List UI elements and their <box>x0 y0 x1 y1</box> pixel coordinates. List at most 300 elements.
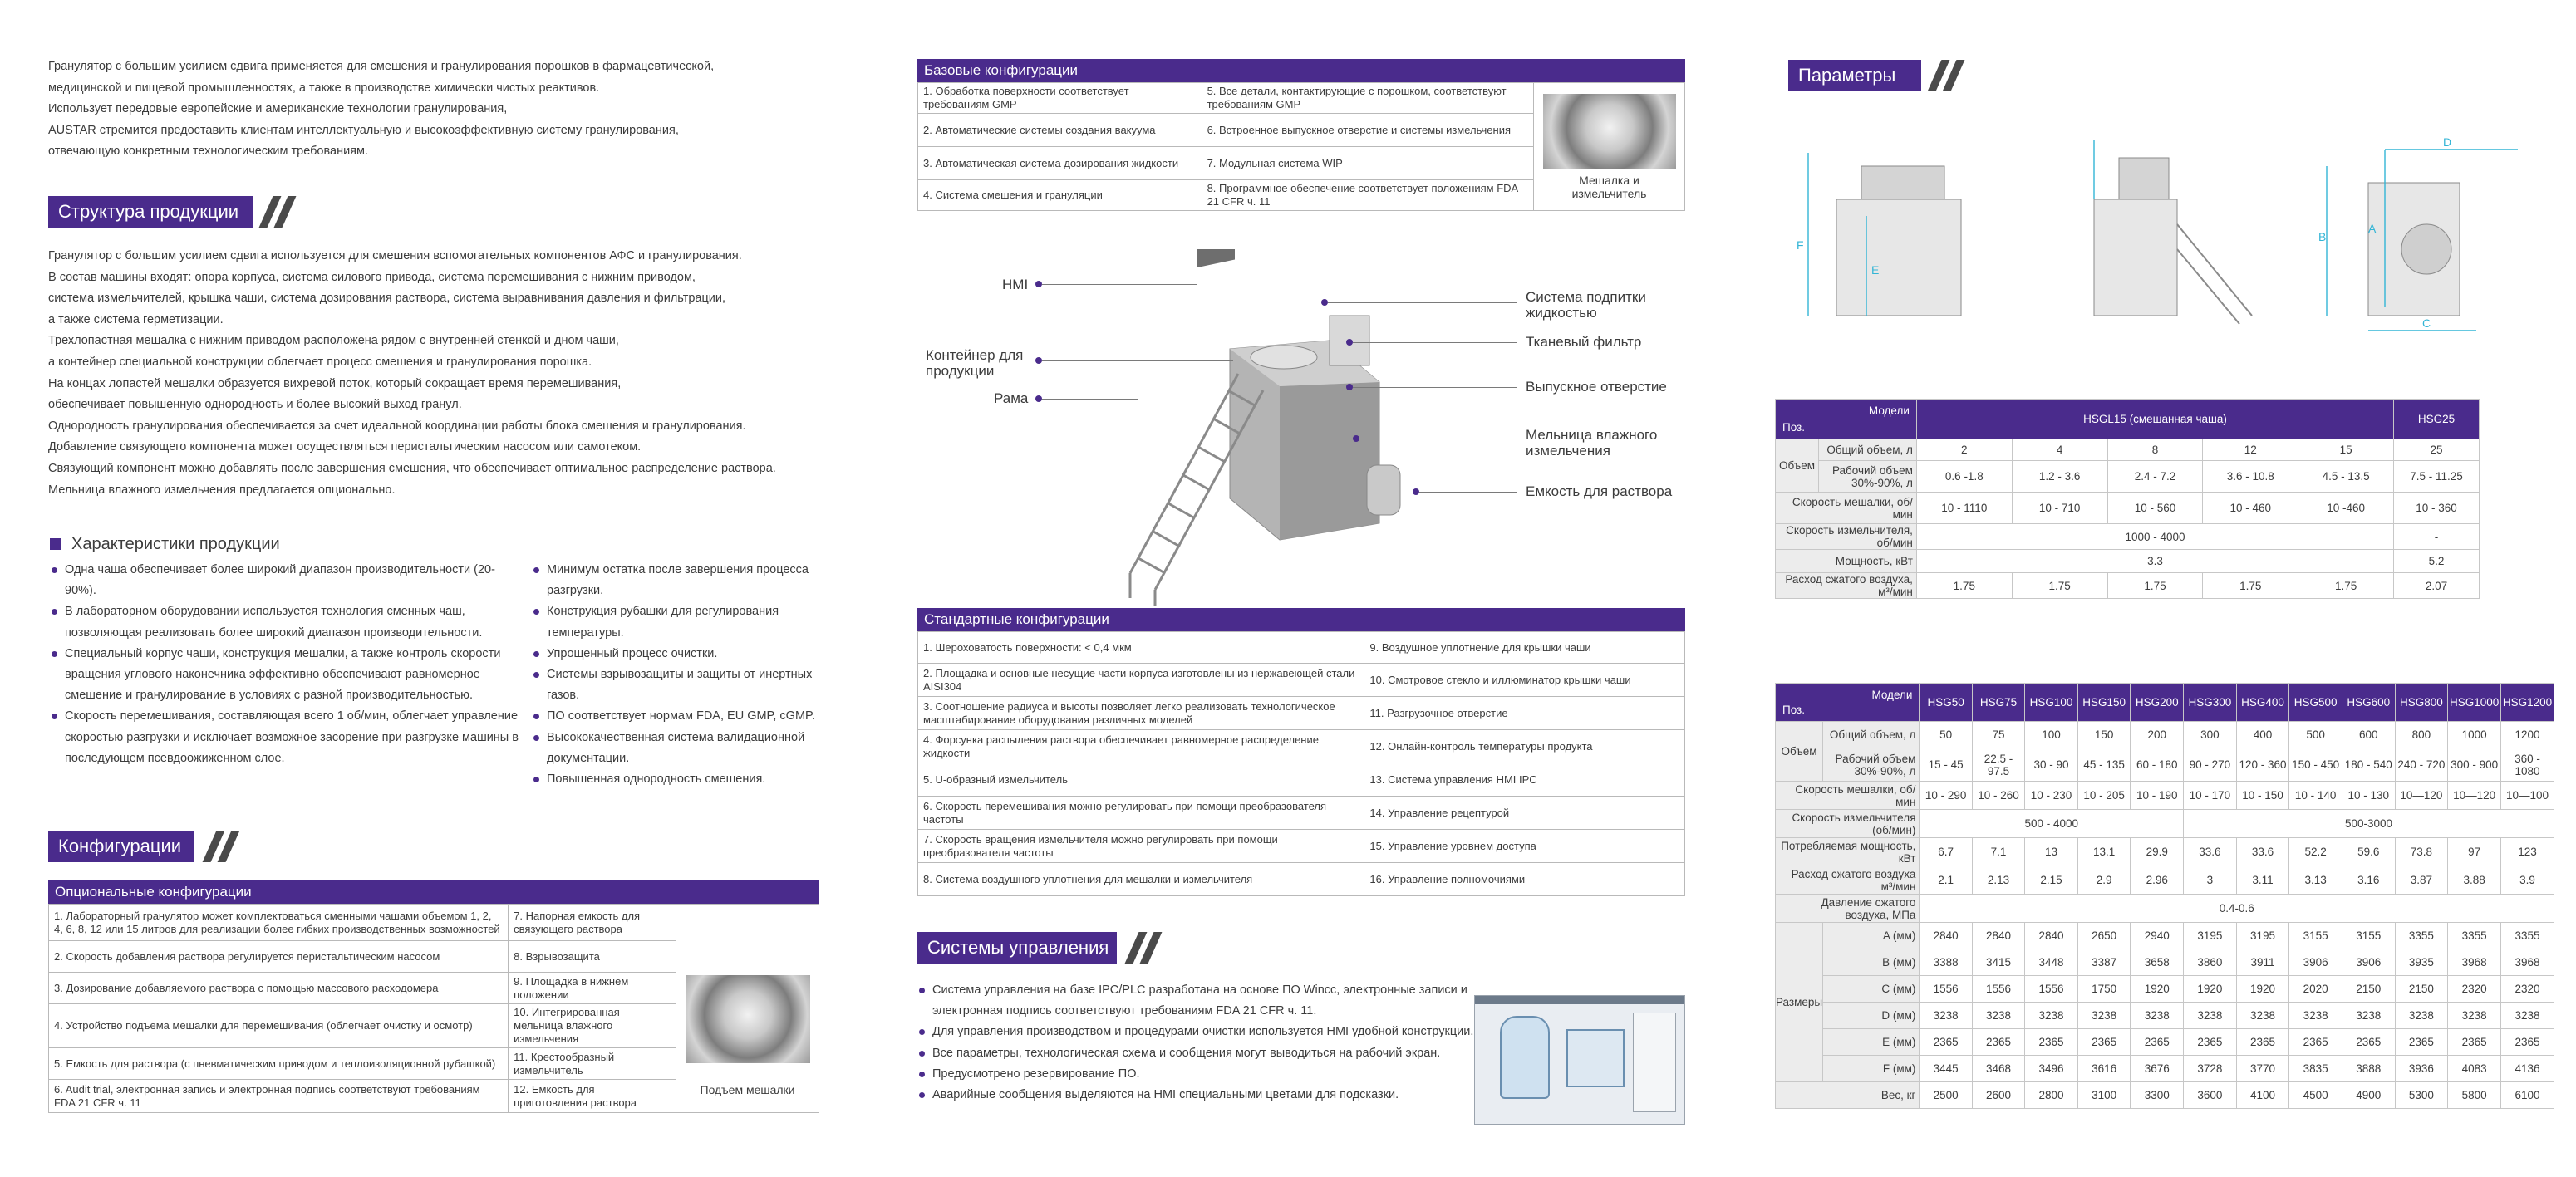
t1-group: HSGL15 (смешанная чаша) <box>1916 400 2393 439</box>
param-cell: 10—120 <box>2395 782 2448 810</box>
standard-cell: 12. Онлайн-контроль температуры продукта <box>1364 730 1685 763</box>
param-cell: 4083 <box>2448 1056 2501 1082</box>
param-cell: 3355 <box>2395 923 2448 949</box>
t1-models: Модели <box>1868 405 1910 417</box>
param-cell: 7.1 <box>1972 838 2024 866</box>
text-line: система измельчителей, крышка чаши, система дозирования раствора, система выравнивания давления и фильтрации, <box>48 292 726 306</box>
param-cell: 10 - 560 <box>2107 493 2203 524</box>
structure-heading <box>48 196 253 228</box>
callout-outlet: Выпускное отверстие <box>1526 379 1667 395</box>
optional-cell: 8. Взрывозащита <box>509 941 676 973</box>
bullet-item: Упрощенный процесс очистки. <box>532 644 823 665</box>
bullet-item: Для управления производством и процедурами очистки используется HMI удобной конструкции. <box>917 1022 1474 1042</box>
param-cell: 1.75 <box>2012 573 2107 599</box>
param-cell: 2600 <box>1972 1082 2024 1109</box>
param-cell: 1750 <box>2077 976 2131 1003</box>
param-cell: 3.11 <box>2236 866 2289 895</box>
basic-config-table <box>917 82 1685 211</box>
param-cell: 10 - 205 <box>2077 782 2131 810</box>
configurations-heading <box>48 831 194 862</box>
bullet-item: Специальный корпус чаши, конструкция мешалки, а также контроль скорости вращения углового наконечника эффективно обеспечивают равномерное смешение и гранулирование в условиях с разной производительностью. <box>50 644 524 707</box>
model-header: HSG1000 <box>2448 684 2501 722</box>
basic-cell: 3. Автоматическая система дозирования жидкости <box>918 147 1202 180</box>
param-cell: 2.96 <box>2131 866 2184 895</box>
param-cell: 1.75 <box>2203 573 2298 599</box>
text-line: Добавление связующего компонента может осуществляться перистальтическим насосом или самотеком. <box>48 440 642 454</box>
optional-cell: 6. Audit trial, электронная запись и электронная подпись соответствуют требованиям FDA 21 CFR ч. 11 <box>49 1080 509 1113</box>
param-cell: 800 <box>2395 722 2448 748</box>
bullet-item: ПО соответствует нормам FDA, EU GMP, cGMP. <box>532 706 823 727</box>
model-header: HSG600 <box>2342 684 2395 722</box>
bullet-item: Предусмотрено резервирование ПО. <box>917 1064 1474 1085</box>
optional-cell: 4. Устройство подъема мешалки для перемешивания (облегчает очистку и осмотр) <box>49 1004 509 1048</box>
hmi-screenshot <box>1474 995 1685 1125</box>
control-list <box>917 980 1474 1106</box>
param-cell: 3770 <box>2236 1056 2289 1082</box>
text-line: Трехлопастная мешалка с нижним приводом расположена рядом с внутренней стенкой и дном чаши, <box>48 334 619 348</box>
text-line: обеспечивает повышенную однородность и более высокий выход гранул. <box>48 398 462 412</box>
param-cell: 3387 <box>2077 949 2131 976</box>
param-cell: 3238 <box>2342 1003 2395 1029</box>
text-line: Гранулятор с большим усилием сдвига применяется для смешения и гранулирования порошков в фармацевтической, <box>48 60 715 73</box>
param-cell: 3355 <box>2448 923 2501 949</box>
param-cell: 3658 <box>2131 949 2184 976</box>
standard-cell: 15. Управление уровнем доступа <box>1364 830 1685 863</box>
param-cell: 3.16 <box>2342 866 2395 895</box>
control-heading <box>917 932 1117 964</box>
param-cell: 4.5 - 13.5 <box>2298 461 2394 493</box>
param-cell: 59.6 <box>2342 838 2395 866</box>
param-cell: 2365 <box>2448 1029 2501 1056</box>
param-cell: 360 - 1080 <box>2501 748 2554 782</box>
param-cell: 10 - 130 <box>2342 782 2395 810</box>
optional-cell: 1. Лабораторный гранулятор может комплектоваться сменными чашами объемом 1, 2, 4, 6, 8, 12 или 15 литров для реализации более гибких производственных возможностей <box>49 905 509 941</box>
param-cell: 2840 <box>2025 923 2078 949</box>
standard-config-bar: Стандартные конфигурации <box>917 608 1685 631</box>
param-cell: 2650 <box>2077 923 2131 949</box>
param-cell: 3.87 <box>2395 866 2448 895</box>
dim-label-e: E <box>1871 263 1880 277</box>
param-cell: 500 <box>2289 722 2342 748</box>
t2-pos: Поз. <box>1782 704 1805 716</box>
param-cell: 30 - 90 <box>2025 748 2078 782</box>
param-cell: 300 - 900 <box>2448 748 2501 782</box>
param-cell: 7.5 - 11.25 <box>2394 461 2480 493</box>
params-table-large: Поз. Модели HSG50 HSG75 HSG100 HSG150 HSG200 HSG300 HSG400 HSG500 HSG600 HSG800 HSG1000 HSG1200 Объем Общий объем, л 50 75 100 150 200 300 400 500 600 800 1000 1200 Рабочий объем 30%-90%, л 15 - 45 22.5 - 97.5 30 - 90 45 - 135 60 - 180 90 - 270 120 - 360 150 - 450 180 - 540 240 - 720 300 - 900 360 - 1080 Скорость мешалки, об/мин 10 - 290 10 - 260 10 - 230 10 - 205 10 - 190 10 - 170 10 - 150 10 - 140 10 - 130 10—120 10—120 10—100 Скорость измельчителя (об/мин) 500 - 4000 500-3000 Потребляемая мощность, кВт 6.7 7.1 13 13.1 29.9 33.6 33.6 52.2 59.6 73.8 97 123 Расход сжатого воздуха м³/мин 2.1 2.13 2.15 2.9 2.96 3 3.11 3.13 3.16 3.87 3.88 3.9 Давление сжатого воздуха, МПа 0.4-0.6 Размеры A (мм) 2840 2840 2840 2650 2940 3195 3195 3155 3155 3355 3355 3355 B (мм) 3388 3415 3448 3387 3658 3860 3911 3906 3906 3935 3968 3968 C (мм) 1556 1556 1556 1750 1920 1920 1920 2020 2150 2150 2320 2320 D (мм) 3238 3238 3238 3238 3238 3238 3238 3238 3238 3238 3238 3238 E (мм) 2365 2365 2365 2365 2365 2365 2365 2365 2365 2365 2365 2365 F (мм) 3445 3468 3496 3616 3676 3728 3770 3835 3888 3936 4083 4136 Вес, кг 2500 2600 2800 3100 3300 3600 4100 4500 4900 5300 5800 6100 <box>1775 683 2554 1109</box>
param-cell: 3100 <box>2077 1082 2131 1109</box>
param-cell: 2.07 <box>2394 573 2480 599</box>
param-cell: 3238 <box>2448 1003 2501 1029</box>
param-cell: 4100 <box>2236 1082 2289 1109</box>
text-line: Однородность гранулирования обеспечивается за счет идеальной координации работы блока смешения и гранулирования. <box>48 419 746 433</box>
model-header: HSG1200 <box>2501 684 2554 722</box>
model-header: HSG800 <box>2395 684 2448 722</box>
param-cell: 3445 <box>1920 1056 1972 1082</box>
standard-cell: 14. Управление рецептурой <box>1364 797 1685 830</box>
param-cell: 3 <box>2184 866 2237 895</box>
param-cell: 45 - 135 <box>2077 748 2131 782</box>
param-cell: 22.5 - 97.5 <box>1972 748 2024 782</box>
param-cell: 2500 <box>1920 1082 1972 1109</box>
param-cell: 1200 <box>2501 722 2554 748</box>
callout-container: Контейнер для продукции <box>926 347 1024 379</box>
param-cell: 240 - 720 <box>2395 748 2448 782</box>
model-header: HSG400 <box>2236 684 2289 722</box>
model-header: HSG200 <box>2131 684 2184 722</box>
param-cell: 4500 <box>2289 1082 2342 1109</box>
param-cell: 13 <box>2025 838 2078 866</box>
param-cell: 2365 <box>2131 1029 2184 1056</box>
params-table-small: Поз. Модели HSGL15 (смешанная чаша) HSG25 Объем Общий объем, л 2 4 8 12 15 25 Рабочий объем 30%-90%, л 0.6 -1.8 1.2 - 3.6 2.4 - 7.2 3.6 - 10.8 4.5 - 13.5 7.5 - 11.25 Скорость мешалки, об/мин 10 - 1110 10 - 710 10 - 560 10 - 460 10 -460 10 - 360 Скорость измельчителя, об/мин 1000 - 4000 - Мощность, кВт 3.3 5.2 Расход сжатого воздуха, м³/мин 1.75 1.75 1.75 1.75 1.75 2.07 <box>1775 399 2480 599</box>
bullet-item: Системы взрывозащиты и защиты от инертных газов. <box>532 665 823 706</box>
param-cell: 3415 <box>1972 949 2024 976</box>
optional-cell: 9. Площадка в нижнем положении <box>509 973 676 1004</box>
param-cell: 3616 <box>2077 1056 2131 1082</box>
t1-pos: Поз. <box>1782 421 1805 434</box>
param-cell: 90 - 270 <box>2184 748 2237 782</box>
model-header: HSG75 <box>1972 684 2024 722</box>
bowl-lid <box>1251 346 1317 369</box>
standard-cell: 7. Скорость вращения измельчителя можно регулировать при помощи преобразователя частоты <box>918 830 1364 863</box>
param-cell: 3300 <box>2131 1082 2184 1109</box>
param-cell: 120 - 360 <box>2236 748 2289 782</box>
param-cell: 3238 <box>2184 1003 2237 1029</box>
dim-label-a: A <box>2368 222 2377 235</box>
callout-hmi: HMI <box>1002 277 1029 292</box>
bullet-item: Минимум остатка после завершения процесса разгрузки. <box>532 560 823 601</box>
param-cell: 3238 <box>2131 1003 2184 1029</box>
param-cell: 600 <box>2342 722 2395 748</box>
param-cell: 75 <box>1972 722 2024 748</box>
param-cell: 3860 <box>2184 949 2237 976</box>
params-title: Параметры <box>1798 65 1896 86</box>
param-cell: 3835 <box>2289 1056 2342 1082</box>
configurations-title: Конфигурации <box>58 836 182 856</box>
text-line: медицинской и пищевой промышленностях, а также в производстве химически чистых реактивов. <box>48 81 600 95</box>
param-cell: 1.75 <box>2107 573 2203 599</box>
basic-cell: 6. Встроенное выпускное отверстие и системы измельчения <box>1202 114 1533 147</box>
param-cell: 2365 <box>2501 1029 2554 1056</box>
param-cell: 97 <box>2448 838 2501 866</box>
param-cell: 3238 <box>2077 1003 2131 1029</box>
basic-image-cell <box>1534 83 1685 211</box>
intro-text <box>48 56 714 163</box>
basic-cell: 4. Система смешения и грануляции <box>918 180 1202 211</box>
param-cell: 4136 <box>2501 1056 2554 1082</box>
param-cell: 5300 <box>2395 1082 2448 1109</box>
param-cell: 1556 <box>1972 976 2024 1003</box>
bullet-item: Одна чаша обеспечивает более широкий диапазон производительности (20-90%). <box>50 560 524 601</box>
characteristics-title: Характеристики продукции <box>71 535 280 553</box>
param-cell: 29.9 <box>2131 838 2184 866</box>
standard-cell: 2. Площадка и основные несущие части корпуса изготовлены из нержавеющей стали AISI304 <box>918 664 1364 697</box>
param-cell: 2800 <box>2025 1082 2078 1109</box>
param-cell: 10 - 360 <box>2394 493 2480 524</box>
param-cell: 3.9 <box>2501 866 2554 895</box>
param-cell: 1556 <box>1920 976 1972 1003</box>
param-cell: 1556 <box>2025 976 2078 1003</box>
param-cell: 2320 <box>2501 976 2554 1003</box>
bullet-item: В лабораторном оборудовании используется технология сменных чаш, позволяющая реализовать более широкий диапазон производительности. <box>50 601 524 643</box>
optional-cell: 3. Дозирование добавляемого раствора с помощью массового расходомера <box>49 973 509 1004</box>
param-cell: 15 <box>2298 439 2394 461</box>
param-cell: 2840 <box>1972 923 2024 949</box>
model-header: HSG50 <box>1920 684 1972 722</box>
param-cell: 1.2 - 3.6 <box>2012 461 2107 493</box>
callout-filter: Тканевый фильтр <box>1526 334 1642 350</box>
optional-image-caption: Подъем мешалки <box>700 1083 795 1096</box>
optional-cell: 2. Скорость добавления раствора регулируется перистальтическим насосом <box>49 941 509 973</box>
param-cell: 3468 <box>1972 1056 2024 1082</box>
standard-cell: 16. Управление полномочиями <box>1364 863 1685 896</box>
param-cell: 6100 <box>2501 1082 2554 1109</box>
basic-image-caption: Мешалка и измельчитель <box>1571 173 1647 200</box>
param-cell: 200 <box>2131 722 2184 748</box>
param-cell: 3676 <box>2131 1056 2184 1082</box>
optional-cell: 7. Напорная емкость для связующего раствора <box>509 905 676 941</box>
param-cell: 3388 <box>1920 949 1972 976</box>
param-cell: 2.15 <box>2025 866 2078 895</box>
param-cell: 2150 <box>2342 976 2395 1003</box>
t1-last: HSG25 <box>2394 400 2480 439</box>
param-cell: 3.13 <box>2289 866 2342 895</box>
callout-solution-tank: Емкость для раствора <box>1526 483 1673 499</box>
params-heading <box>1788 60 1921 91</box>
param-cell: 2365 <box>2289 1029 2342 1056</box>
basic-cell: 8. Программное обеспечение соответствует положениям FDA 21 CFR ч. 11 <box>1202 180 1533 211</box>
param-cell: 2.1 <box>1920 866 1972 895</box>
hmi-panel <box>1197 249 1235 267</box>
bullet-item: Аварийные сообщения выделяются на HMI специальными цветами для подсказки. <box>917 1085 1474 1106</box>
mixer-chopper-photo <box>1543 94 1676 169</box>
param-cell: 2365 <box>2342 1029 2395 1056</box>
param-cell: 150 <box>2077 722 2131 748</box>
text-line: Гранулятор с большим усилием сдвига используется для смешения вспомогательных компонентов АФС и гранулирования. <box>48 249 742 262</box>
param-cell: 0.6 -1.8 <box>1916 461 2012 493</box>
optional-cell: 11. Крестообразный измельчитель <box>509 1048 676 1080</box>
model-header: HSG300 <box>2184 684 2237 722</box>
dimension-drawings <box>1787 133 2534 349</box>
param-cell: 25 <box>2394 439 2480 461</box>
standard-cell: 10. Смотровое стекло и иллюминатор крышки чаши <box>1364 664 1685 697</box>
param-cell: 2020 <box>2289 976 2342 1003</box>
param-cell: 2365 <box>2395 1029 2448 1056</box>
param-cell: 2.13 <box>1972 866 2024 895</box>
param-cell: 10 - 290 <box>1920 782 1972 810</box>
param-cell: 6.7 <box>1920 838 1972 866</box>
param-cell: 10 - 150 <box>2236 782 2289 810</box>
bullet-item: Все параметры, технологическая схема и сообщения могут выводиться на рабочий экран. <box>917 1043 1474 1064</box>
optional-config-bar: Опциональные конфигурации <box>48 880 819 904</box>
basic-cell: 2. Автоматические системы создания вакуума <box>918 114 1202 147</box>
bullet-item: Повышенная однородность смешения. <box>532 769 823 790</box>
agitator-lift-photo <box>686 975 810 1063</box>
dim-label-c: C <box>2422 316 2431 330</box>
param-cell: 3238 <box>2236 1003 2289 1029</box>
basic-cell: 1. Обработка поверхности соответствует требованиям GMP <box>918 83 1202 114</box>
param-cell: 2365 <box>2236 1029 2289 1056</box>
callout-liquid-feed: Система подпитки жидкостью <box>1526 289 1646 321</box>
standard-cell: 9. Воздушное уплотнение для крышки чаши <box>1364 632 1685 664</box>
text-line: Мельница влажного измельчения предлагается опционально. <box>48 483 396 497</box>
param-cell: 3448 <box>2025 949 2078 976</box>
param-cell: 10—120 <box>2448 782 2501 810</box>
param-cell: 3906 <box>2342 949 2395 976</box>
param-cell: 3238 <box>2501 1003 2554 1029</box>
bullet-item: Конструкция рубашки для регулирования температуры. <box>532 601 823 643</box>
bullet-item: Высококачественная система валидационной документации. <box>532 728 823 769</box>
param-cell: 180 - 540 <box>2342 748 2395 782</box>
param-cell: 3935 <box>2395 949 2448 976</box>
standard-cell: 6. Скорость перемешивания можно регулировать при помощи преобразователя частоты <box>918 797 1364 830</box>
param-cell: 1920 <box>2131 976 2184 1003</box>
text-line: Использует передовые европейские и американские технологии гранулирования, <box>48 102 508 116</box>
optional-cell: 12. Емкость для приготовления раствора <box>509 1080 676 1113</box>
param-cell: 3155 <box>2342 923 2395 949</box>
param-cell: 3195 <box>2236 923 2289 949</box>
param-cell: 10—100 <box>2501 782 2554 810</box>
param-cell: 2150 <box>2395 976 2448 1003</box>
standard-config-table <box>917 631 1685 896</box>
param-cell: 2365 <box>2025 1029 2078 1056</box>
model-header: HSG500 <box>2289 684 2342 722</box>
text-line: а контейнер специальной конструкции облегчает процесс смешения и гранулирования порошка. <box>48 355 592 369</box>
square-bullet-icon <box>50 538 61 550</box>
param-cell: 3195 <box>2184 923 2237 949</box>
standard-cell: 1. Шероховатость поверхности: < 0,4 мкм <box>918 632 1364 664</box>
standard-cell: 3. Соотношение радиуса и высоты позволяет легко реализовать технологическое масштабирование оборудования различных моделей <box>918 697 1364 730</box>
param-cell: 10 -460 <box>2298 493 2394 524</box>
param-cell: 1.75 <box>2298 573 2394 599</box>
param-cell: 3911 <box>2236 949 2289 976</box>
text-line: отвечающую конкретным технологическим требованиям. <box>48 145 369 159</box>
param-cell: 3496 <box>2025 1056 2078 1082</box>
param-cell: 100 <box>2025 722 2078 748</box>
param-cell: 10 - 710 <box>2012 493 2107 524</box>
param-cell: 2365 <box>1920 1029 1972 1056</box>
callout-frame: Рама <box>994 390 1029 406</box>
text-line: AUSTAR стремится предоставить клиентам интеллектуальную и высокоэффективную систему гранулирования, <box>48 123 679 137</box>
param-cell: 3968 <box>2448 949 2501 976</box>
param-cell: 3355 <box>2501 923 2554 949</box>
param-cell: 2.4 - 7.2 <box>2107 461 2203 493</box>
param-cell: 300 <box>2184 722 2237 748</box>
param-cell: 3.6 - 10.8 <box>2203 461 2298 493</box>
param-cell: 3238 <box>2395 1003 2448 1029</box>
param-cell: 2365 <box>2077 1029 2131 1056</box>
param-cell: 3888 <box>2342 1056 2395 1082</box>
param-cell: 2840 <box>1920 923 1972 949</box>
param-cell: 12 <box>2203 439 2298 461</box>
param-cell: 50 <box>1920 722 1972 748</box>
param-cell: 5800 <box>2448 1082 2501 1109</box>
dim-label-d: D <box>2443 135 2452 149</box>
param-cell: 2320 <box>2448 976 2501 1003</box>
param-cell: 13.1 <box>2077 838 2131 866</box>
callout-wet-mill: Мельница влажного измельчения <box>1526 427 1658 459</box>
param-cell: 10 - 260 <box>1972 782 2024 810</box>
param-cell: 52.2 <box>2289 838 2342 866</box>
basic-config-bar: Базовые конфигурации <box>917 59 1685 82</box>
param-cell: 2940 <box>2131 923 2184 949</box>
param-cell: 2365 <box>1972 1029 2024 1056</box>
dim-label-f: F <box>1797 238 1804 252</box>
param-cell: 3238 <box>2289 1003 2342 1029</box>
param-cell: 33.6 <box>2184 838 2237 866</box>
standard-cell: 4. Форсунка распыления раствора обеспечивает равномерное распределение жидкости <box>918 730 1364 763</box>
param-cell: 33.6 <box>2236 838 2289 866</box>
param-cell: 10 - 140 <box>2289 782 2342 810</box>
param-cell: 1000 <box>2448 722 2501 748</box>
param-cell: 2365 <box>2184 1029 2237 1056</box>
standard-cell: 13. Система управления HMI IPC <box>1364 763 1685 797</box>
characteristics-left <box>50 560 524 769</box>
param-cell: 3.88 <box>2448 866 2501 895</box>
param-cell: 3936 <box>2395 1056 2448 1082</box>
param-cell: 60 - 180 <box>2131 748 2184 782</box>
t2-models: Модели <box>1871 689 1913 701</box>
param-cell: 1920 <box>2236 976 2289 1003</box>
structure-title: Структура продукции <box>58 201 239 222</box>
optional-cell: 10. Интегрированная мельница влажного измельчения <box>509 1004 676 1048</box>
structure-text <box>48 246 776 501</box>
text-line: На концах лопастей мешалки образуется вихревой поток, который сокращает время перемешивания, <box>48 376 622 390</box>
optional-config-table <box>48 904 819 1113</box>
standard-cell: 8. Система воздушного уплотнения для мешалки и измельчителя <box>918 863 1364 896</box>
param-cell: 73.8 <box>2395 838 2448 866</box>
control-title: Системы управления <box>927 937 1109 958</box>
param-cell: 15 - 45 <box>1920 748 1972 782</box>
bullet-item: Скорость перемешивания, составляющая всего 1 об/мин, облегчает управление скоростью разгрузки и исключает возможное засорение при разгрузке машины в последующем псевдоожиженном слое. <box>50 706 524 769</box>
param-cell: 150 - 450 <box>2289 748 2342 782</box>
param-cell: 3238 <box>1920 1003 1972 1029</box>
param-cell: 3155 <box>2289 923 2342 949</box>
param-cell: 10 - 170 <box>2184 782 2237 810</box>
param-cell: 4 <box>2012 439 2107 461</box>
param-cell: 3600 <box>2184 1082 2237 1109</box>
text-line: Связующий компонент можно добавлять после завершения смешения, что обеспечивает оптимальное распределение раствора. <box>48 461 776 475</box>
liquid-tank <box>1367 465 1400 515</box>
param-cell: 2.9 <box>2077 866 2131 895</box>
param-cell: 3968 <box>2501 949 2554 976</box>
characteristics-right <box>532 560 823 790</box>
basic-cell: 5. Все детали, контактирующие с порошком, соответствуют требованиям GMP <box>1202 83 1533 114</box>
model-header: HSG150 <box>2077 684 2131 722</box>
param-cell: 3728 <box>2184 1056 2237 1082</box>
bullet-item: Система управления на базе IPC/PLC разработана на основе ПО Wincc, электронные записи и электронная подпись соответствуют требованиям FDA 21 CFR ч. 11. <box>917 980 1474 1022</box>
text-line: В состав машины входят: опора корпуса, система силового привода, система перемешивания с нижним приводом, <box>48 270 696 284</box>
optional-image-cell <box>676 905 819 1113</box>
param-cell: 10 - 230 <box>2025 782 2078 810</box>
standard-cell: 5. U-образный измельчитель <box>918 763 1364 797</box>
param-cell: 10 - 460 <box>2203 493 2298 524</box>
param-cell: 400 <box>2236 722 2289 748</box>
optional-cell: 5. Емкость для раствора (с пневматическим приводом и теплоизоляционной рубашкой) <box>49 1048 509 1080</box>
param-cell: 8 <box>2107 439 2203 461</box>
param-cell: 4900 <box>2342 1082 2395 1109</box>
param-cell: 2 <box>1916 439 2012 461</box>
param-cell: 1.75 <box>1916 573 2012 599</box>
dim-label-b: B <box>2318 230 2327 243</box>
basic-cell: 7. Модульная система WIP <box>1202 147 1533 180</box>
param-cell: 3238 <box>2025 1003 2078 1029</box>
standard-cell: 11. Разгрузочное отверстие <box>1364 697 1685 730</box>
param-cell: 3906 <box>2289 949 2342 976</box>
param-cell: 123 <box>2501 838 2554 866</box>
characteristics-heading <box>50 535 280 554</box>
param-cell: 10 - 190 <box>2131 782 2184 810</box>
param-cell: 3238 <box>1972 1003 2024 1029</box>
